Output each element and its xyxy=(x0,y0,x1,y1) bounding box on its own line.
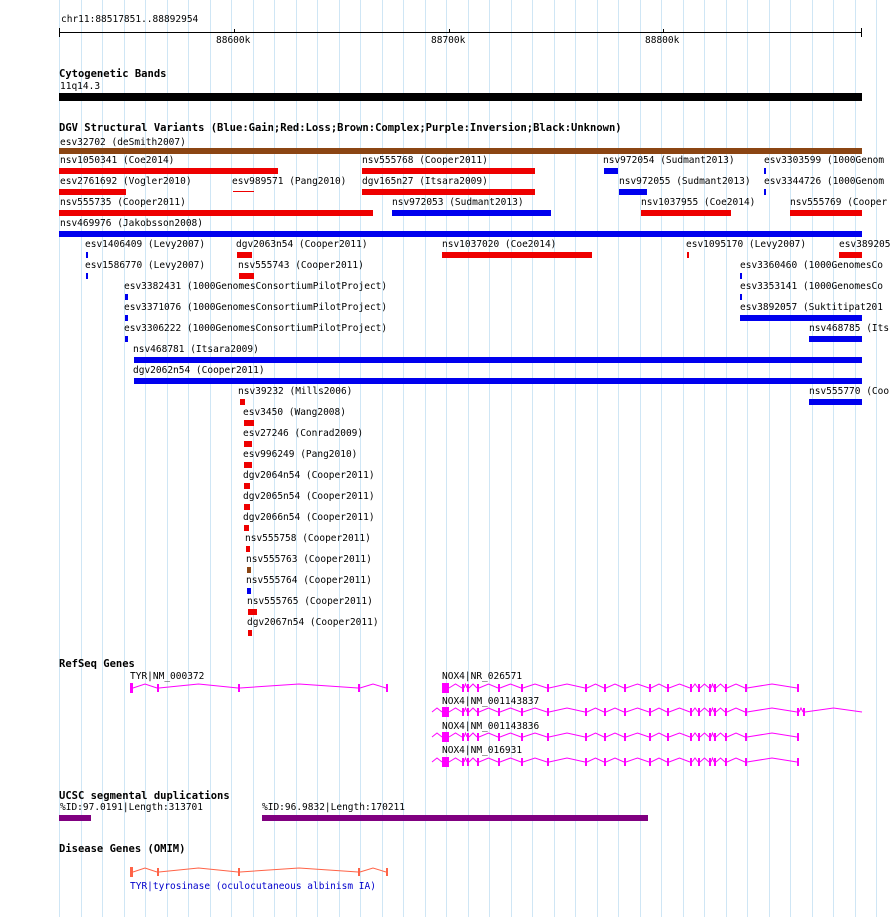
exon xyxy=(797,708,799,716)
exon xyxy=(238,684,240,692)
variant-label[interactable]: dgv2064n54 (Cooper2011) xyxy=(243,470,375,481)
variant-label[interactable]: dgv2066n54 (Cooper2011) xyxy=(243,512,375,523)
exon xyxy=(467,733,469,741)
omim-gene-tyr[interactable] xyxy=(130,867,388,877)
variant-label[interactable]: nsv972053 (Sudmant2013) xyxy=(392,197,524,208)
variant-label[interactable]: dgv165n27 (Itsara2009) xyxy=(362,176,488,187)
exon xyxy=(157,684,159,692)
exon xyxy=(709,733,711,741)
exon xyxy=(442,707,449,717)
exon xyxy=(130,867,133,877)
variant-label[interactable]: esv3360460 (1000GenomesCo xyxy=(740,260,883,271)
exon xyxy=(709,758,711,766)
ruler-coords: chr11:88517851..88892954 xyxy=(61,14,199,25)
variant-label[interactable]: nsv468785 (Its xyxy=(809,323,890,334)
exon xyxy=(604,758,606,766)
exon xyxy=(649,708,651,716)
intron-line xyxy=(432,758,797,762)
exon xyxy=(521,684,523,692)
exon xyxy=(667,708,669,716)
track-title: Disease Genes (OMIM) xyxy=(59,843,186,855)
exon xyxy=(157,868,159,876)
exon xyxy=(585,758,587,766)
variant-label[interactable]: nsv39232 (Mills2006) xyxy=(238,386,353,397)
exon xyxy=(624,758,626,766)
intron-line xyxy=(432,733,797,737)
exon xyxy=(386,868,388,876)
exon xyxy=(477,684,479,692)
exon xyxy=(690,758,692,766)
gene-label[interactable]: TYR|NM_000372 xyxy=(130,671,205,682)
gene-nox4-nm001143836[interactable] xyxy=(432,732,799,742)
segdup-label: %ID:97.0191|Length:313701 xyxy=(60,802,203,813)
exon xyxy=(624,684,626,692)
exon xyxy=(442,683,449,693)
track-title: RefSeq Genes xyxy=(59,658,135,670)
exon xyxy=(797,684,799,692)
exon xyxy=(709,708,711,716)
exon xyxy=(477,733,479,741)
variant-label[interactable]: nsv555763 (Cooper2011) xyxy=(246,554,372,565)
variant-label[interactable]: dgv2063n54 (Cooper2011) xyxy=(236,239,368,250)
exon xyxy=(649,758,651,766)
gene-label[interactable]: NOX4|NM_001143836 xyxy=(442,721,540,732)
exon xyxy=(547,733,549,741)
variant-label[interactable]: esv1406409 (Levy2007) xyxy=(85,239,206,250)
exon xyxy=(358,868,360,876)
ruler-tick-label: 88700k xyxy=(431,35,466,46)
track-title: DGV Structural Variants (Blue:Gain;Red:Loss;Brown:Complex;Purple:Inversion;Black:Unknown) xyxy=(59,122,622,134)
variant-label[interactable]: esv3892057 (Suktitipat201 xyxy=(740,302,883,313)
variant-label[interactable]: esv3371076 (1000GenomesConsortiumPilotProject) xyxy=(124,302,388,313)
variant-label[interactable]: nsv555758 (Cooper2011) xyxy=(245,533,371,544)
exon xyxy=(725,758,727,766)
exon xyxy=(624,733,626,741)
variant-label[interactable]: esv1095170 (Levy2007) xyxy=(686,239,807,250)
exon xyxy=(725,684,727,692)
gene-nox4-nm001143837[interactable] xyxy=(432,707,862,717)
exon xyxy=(714,684,716,692)
variant-label[interactable]: esv27246 (Conrad2009) xyxy=(243,428,364,439)
variant-label[interactable]: esv3303599 (1000Genom xyxy=(764,155,885,166)
variant-label[interactable]: esv3450 (Wang2008) xyxy=(243,407,346,418)
exon xyxy=(709,684,711,692)
cytoband-label: 11q14.3 xyxy=(60,81,101,92)
exon xyxy=(467,708,469,716)
exon xyxy=(667,684,669,692)
exon xyxy=(745,733,747,741)
exon xyxy=(477,708,479,716)
variant-label[interactable]: dgv2062n54 (Cooper2011) xyxy=(133,365,265,376)
variant-label[interactable]: nsv1050341 (Coe2014) xyxy=(60,155,175,166)
exon xyxy=(624,708,626,716)
exon xyxy=(462,733,464,741)
variant-label[interactable]: esv989571 (Pang2010) xyxy=(232,176,347,187)
exon xyxy=(585,733,587,741)
ruler-tick-label: 88600k xyxy=(216,35,251,46)
exon xyxy=(714,758,716,766)
variant-label[interactable]: nsv555770 (Coo xyxy=(809,386,890,397)
variant-label[interactable]: esv3382431 (1000GenomesConsortiumPilotProject) xyxy=(124,281,388,292)
variant-label[interactable]: esv3353141 (1000GenomesCo xyxy=(740,281,883,292)
exon xyxy=(690,684,692,692)
gene-label[interactable]: NOX4|NM_016931 xyxy=(442,745,523,756)
variant-label[interactable]: nsv555735 (Cooper2011) xyxy=(60,197,186,208)
variant-label[interactable]: dgv2065n54 (Cooper2011) xyxy=(243,491,375,502)
exon xyxy=(667,758,669,766)
exon xyxy=(467,758,469,766)
exon xyxy=(714,708,716,716)
exon xyxy=(521,733,523,741)
exon xyxy=(585,708,587,716)
exon xyxy=(238,868,240,876)
intron-line xyxy=(449,684,797,688)
variant-label[interactable]: esv3344726 (1000Genom xyxy=(764,176,885,187)
variant-label[interactable]: dgv2067n54 (Cooper2011) xyxy=(247,617,379,628)
exon xyxy=(442,757,449,767)
exon xyxy=(604,684,606,692)
exon xyxy=(547,758,549,766)
exon xyxy=(498,758,500,766)
exon xyxy=(649,684,651,692)
exon xyxy=(547,708,549,716)
track-title: UCSC segmental duplications xyxy=(59,790,230,802)
exon xyxy=(714,733,716,741)
exon xyxy=(462,708,464,716)
exon xyxy=(498,684,500,692)
exon xyxy=(442,732,449,742)
exon xyxy=(498,708,500,716)
exon xyxy=(698,733,700,741)
variant-label[interactable]: esv1586770 (Levy2007) xyxy=(85,260,206,271)
exon xyxy=(698,758,700,766)
variant-label[interactable]: nsv1037955 (Coe2014) xyxy=(641,197,756,208)
exon xyxy=(477,758,479,766)
exon xyxy=(358,684,360,692)
gene-label[interactable]: NOX4|NM_001143837 xyxy=(442,696,540,707)
exon xyxy=(698,708,700,716)
variant-label[interactable]: nsv972054 (Sudmant2013) xyxy=(603,155,735,166)
exon xyxy=(698,684,700,692)
gene-label[interactable]: NOX4|NR_026571 xyxy=(442,671,523,682)
variant-label[interactable]: esv2761692 (Vogler2010) xyxy=(60,176,192,187)
exon xyxy=(498,733,500,741)
exon xyxy=(797,733,799,741)
exon xyxy=(667,733,669,741)
variant-label[interactable]: esv996249 (Pang2010) xyxy=(243,449,358,460)
exon xyxy=(130,683,133,693)
variant-label[interactable]: nsv555768 (Cooper2011) xyxy=(362,155,488,166)
exon xyxy=(690,733,692,741)
exon xyxy=(521,708,523,716)
track-title: Cytogenetic Bands xyxy=(59,68,167,80)
omim-gene-label[interactable]: TYR|tyrosinase (oculocutaneous albinism IA) xyxy=(130,881,376,892)
gene-tyr[interactable] xyxy=(130,683,388,693)
ruler-tick-label: 88800k xyxy=(645,35,680,46)
segdup-label: %ID:96.9832|Length:170211 xyxy=(262,802,405,813)
exon xyxy=(462,684,464,692)
exon xyxy=(725,733,727,741)
exon xyxy=(690,708,692,716)
variant-label[interactable]: nsv555764 (Cooper2011) xyxy=(246,575,372,586)
exon xyxy=(467,684,469,692)
exon xyxy=(462,758,464,766)
variant-label[interactable]: nsv469976 (Jakobsson2008) xyxy=(60,218,203,229)
exon xyxy=(745,684,747,692)
exon xyxy=(797,758,799,766)
exon xyxy=(803,708,805,716)
intron-line xyxy=(133,868,386,872)
exon xyxy=(745,758,747,766)
variant-label[interactable]: nsv555743 (Cooper2011) xyxy=(238,260,364,271)
variant-label[interactable]: nsv972055 (Sudmant2013) xyxy=(619,176,751,187)
variant-label[interactable]: esv3306222 (1000GenomesConsortiumPilotProject) xyxy=(124,323,388,334)
exon xyxy=(521,758,523,766)
gene-nox4-nm016931[interactable] xyxy=(432,757,799,767)
variant-label[interactable]: nsv555765 (Cooper2011) xyxy=(247,596,373,607)
exon xyxy=(725,708,727,716)
gene-nox4-nr026571[interactable] xyxy=(442,683,799,693)
exon xyxy=(649,733,651,741)
intron-line xyxy=(133,684,386,688)
exon xyxy=(604,733,606,741)
variant-label[interactable]: esv32702 (deSmith2007) xyxy=(60,137,186,148)
variant-label[interactable]: nsv468781 (Itsara2009) xyxy=(133,344,259,355)
exon xyxy=(386,684,388,692)
exon xyxy=(604,708,606,716)
exon xyxy=(585,684,587,692)
variant-label[interactable]: nsv1037020 (Coe2014) xyxy=(442,239,557,250)
exon xyxy=(745,708,747,716)
exon xyxy=(547,684,549,692)
variant-label[interactable]: esv389205 xyxy=(839,239,890,250)
variant-label[interactable]: nsv555769 (Cooper xyxy=(790,197,888,208)
